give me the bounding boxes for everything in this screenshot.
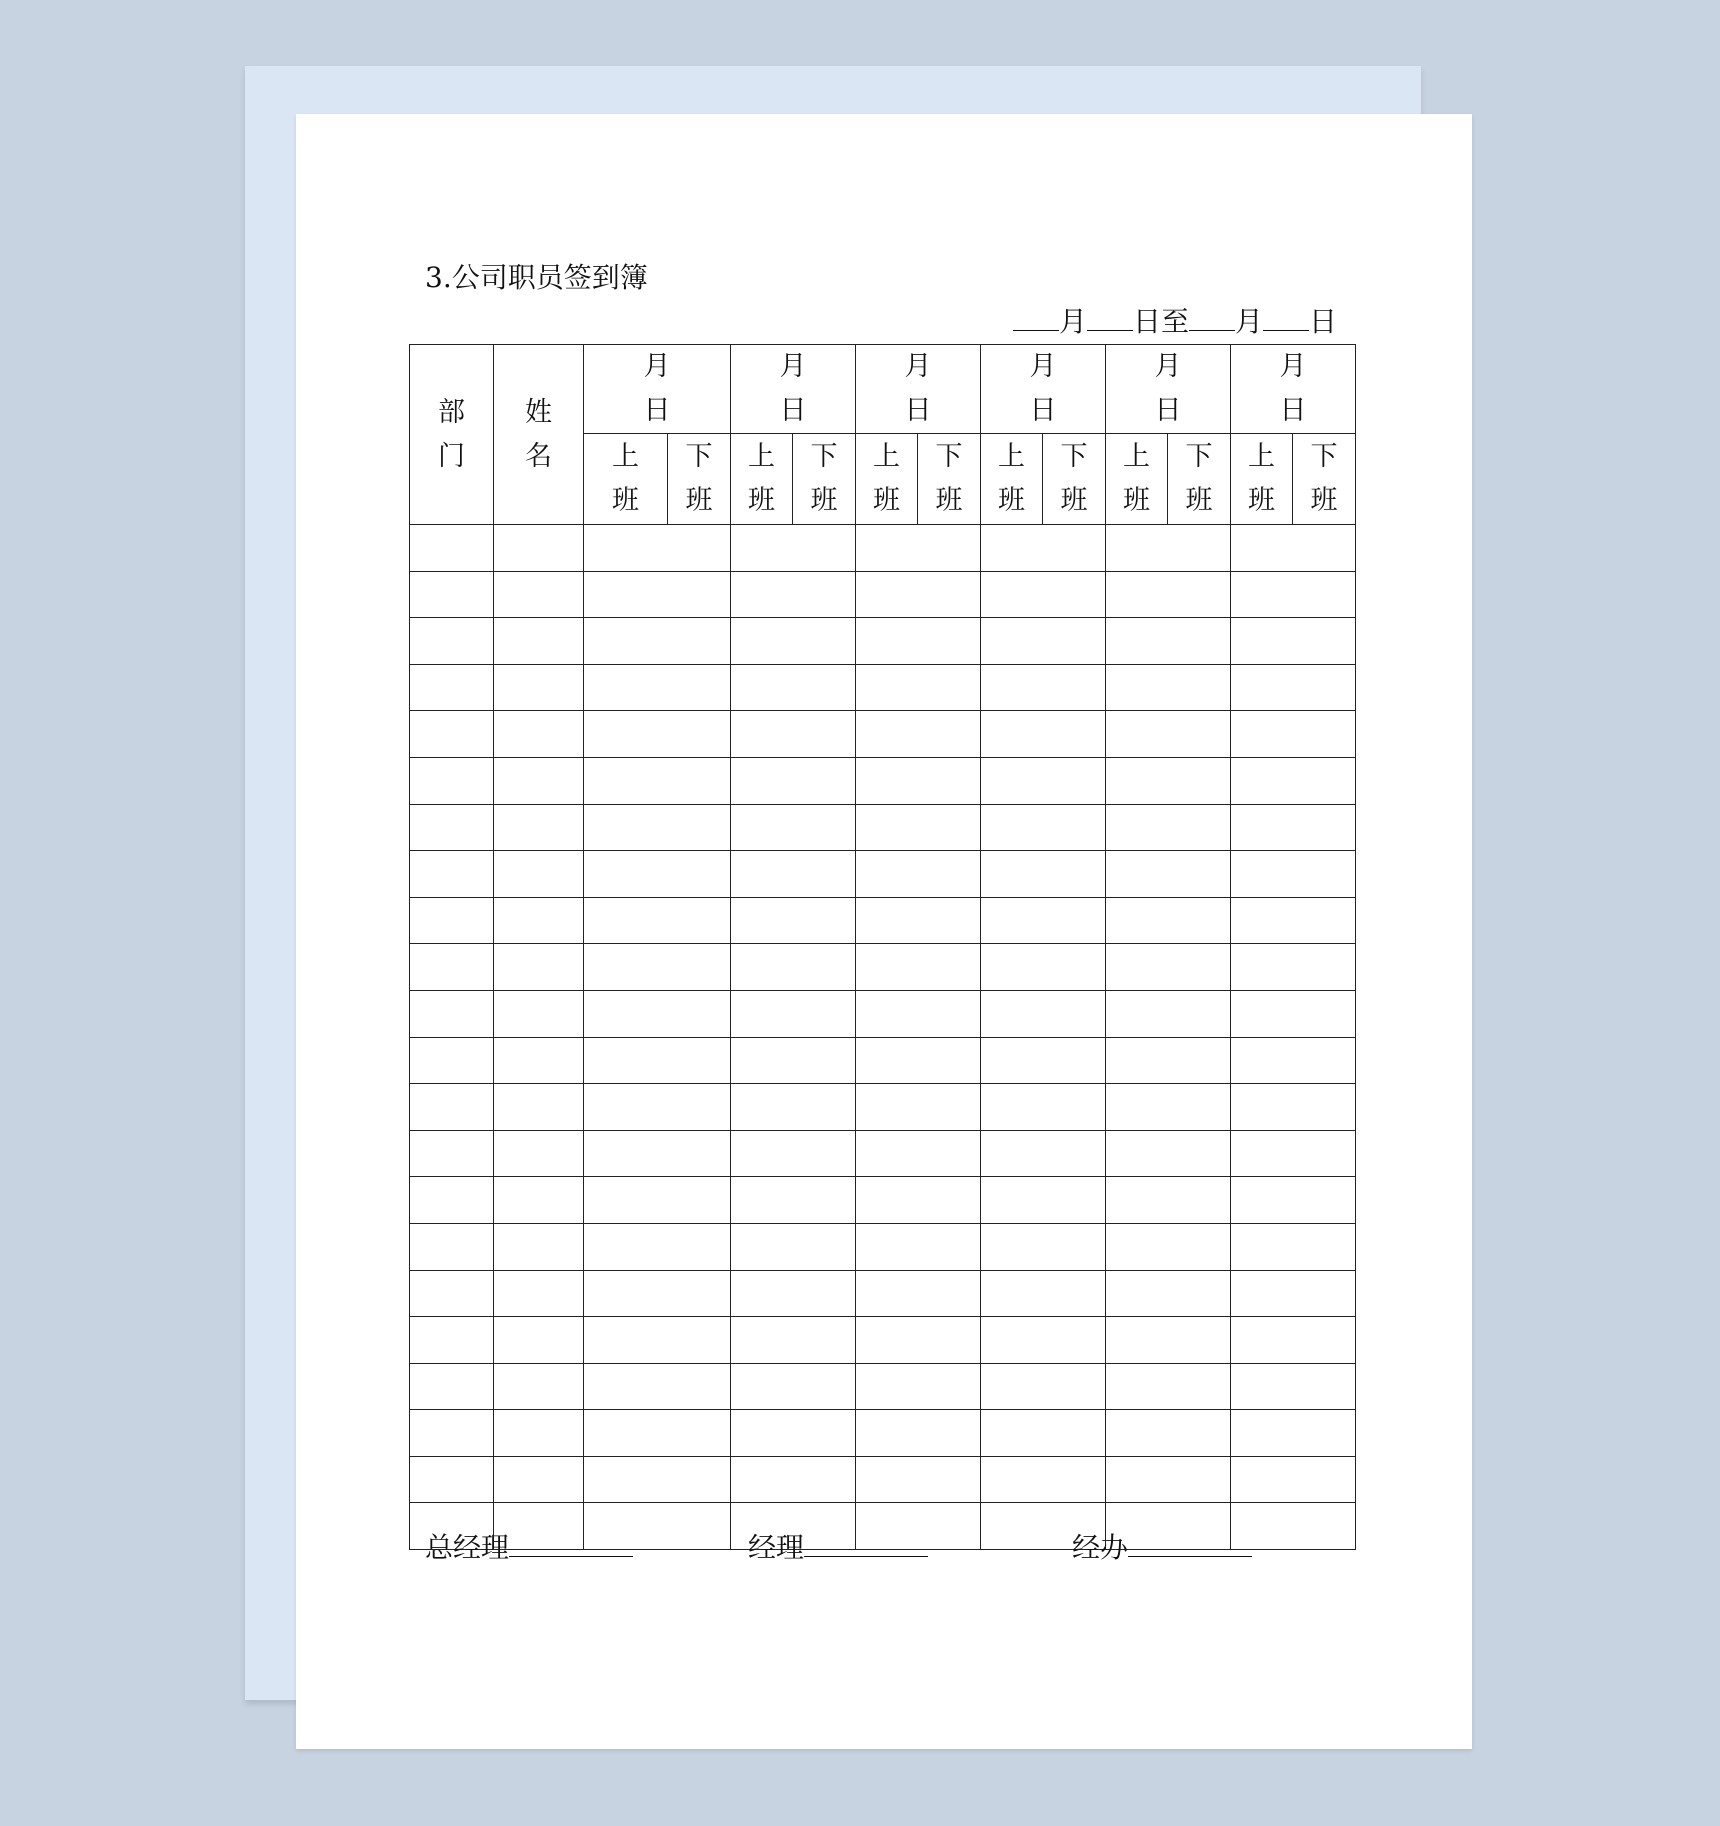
department-cell[interactable] [410,1223,494,1270]
day-sign-cell[interactable] [981,664,1106,711]
day-sign-cell[interactable] [1106,944,1231,991]
table-row [410,757,1356,804]
day-sign-cell[interactable] [1106,1317,1231,1364]
day-sign-cell[interactable] [1106,1223,1231,1270]
day-sign-cell[interactable] [981,1084,1106,1131]
day-sign-cell[interactable] [981,1177,1106,1224]
day-sign-cell[interactable] [731,851,856,898]
header-shift-off: 下 班 [793,434,856,525]
header-shift-on: 上 班 [1231,434,1293,525]
day-sign-cell[interactable] [856,664,981,711]
day-sign-cell[interactable] [856,944,981,991]
day-sign-cell[interactable] [1106,711,1231,758]
department-cell[interactable] [410,618,494,665]
name-cell[interactable] [494,1456,584,1503]
header-date: 月 日 [584,345,731,434]
day-sign-cell[interactable] [856,1410,981,1457]
name-cell[interactable] [494,1130,584,1177]
day-sign-cell[interactable] [584,1130,731,1177]
table-row [410,664,1356,711]
day-sign-cell[interactable] [981,1037,1106,1084]
day-sign-cell[interactable] [731,1130,856,1177]
day-sign-cell[interactable] [731,711,856,758]
day-sign-cell[interactable] [1106,1363,1231,1410]
day-sign-cell[interactable] [981,1363,1106,1410]
day-sign-cell[interactable] [1106,1270,1231,1317]
month-label: 月 [1058,305,1087,338]
table-row [410,804,1356,851]
day-sign-cell[interactable] [731,1456,856,1503]
department-cell[interactable] [410,1363,494,1410]
day-sign-cell[interactable] [731,757,856,804]
day-sign-cell[interactable] [981,944,1106,991]
day-sign-cell[interactable] [731,1037,856,1084]
name-cell[interactable] [494,1410,584,1457]
manager-label: 经理 [748,1531,805,1564]
day-sign-cell[interactable] [856,525,981,572]
day-sign-cell[interactable] [731,1270,856,1317]
day-sign-cell[interactable] [981,1317,1106,1364]
day-sign-cell[interactable] [856,1270,981,1317]
day-sign-cell[interactable] [1231,618,1356,665]
day-sign-cell[interactable] [1231,851,1356,898]
name-cell[interactable] [494,990,584,1037]
day-sign-cell[interactable] [856,897,981,944]
name-cell[interactable] [494,897,584,944]
name-cell[interactable] [494,525,584,572]
name-cell[interactable] [494,1317,584,1364]
department-cell[interactable] [410,1037,494,1084]
day-sign-cell[interactable] [1106,897,1231,944]
department-cell[interactable] [410,804,494,851]
table-row [410,897,1356,944]
name-cell[interactable] [494,571,584,618]
header-shift-on: 上 班 [1106,434,1168,525]
day-sign-cell[interactable] [856,804,981,851]
header-date: 月 日 [731,345,856,434]
day-sign-cell[interactable] [856,571,981,618]
day-sign-cell[interactable] [981,571,1106,618]
day-sign-cell[interactable] [1231,1177,1356,1224]
day-sign-cell[interactable] [856,1317,981,1364]
day-sign-cell[interactable] [584,1270,731,1317]
day-sign-cell[interactable] [731,1084,856,1131]
general-manager-signature [425,1526,633,1566]
day-sign-cell[interactable] [981,1130,1106,1177]
signature-line [509,1528,633,1557]
day-sign-cell[interactable] [856,711,981,758]
name-cell[interactable] [494,1037,584,1084]
table-row [410,525,1356,572]
day-sign-cell[interactable] [584,664,731,711]
department-cell[interactable] [410,571,494,618]
day-sign-cell[interactable] [1231,1317,1356,1364]
day-sign-cell[interactable] [584,1084,731,1131]
day-sign-cell[interactable] [1231,1270,1356,1317]
day-sign-cell[interactable] [584,897,731,944]
day-sign-cell[interactable] [731,525,856,572]
day-sign-cell[interactable] [981,711,1106,758]
header-text: 名 [525,440,552,472]
department-cell[interactable] [410,944,494,991]
table-row [410,1037,1356,1084]
month-label: 月 [1234,305,1263,338]
name-cell[interactable] [494,1270,584,1317]
day-sign-cell[interactable] [981,525,1106,572]
day-sign-cell[interactable] [981,757,1106,804]
header-date: 月 日 [1231,345,1356,434]
day-sign-cell[interactable] [1231,1223,1356,1270]
day-sign-cell[interactable] [1106,804,1231,851]
header-shift-on: 上 班 [731,434,793,525]
day-sign-cell[interactable] [1231,1130,1356,1177]
sign-in-table [409,344,1356,1550]
handler-signature [1072,1526,1252,1566]
day-sign-cell[interactable] [856,990,981,1037]
day-sign-cell[interactable] [1231,1363,1356,1410]
table-row [410,1223,1356,1270]
department-cell[interactable] [410,851,494,898]
day-sign-cell[interactable] [856,1177,981,1224]
table-row [410,1270,1356,1317]
day-sign-cell[interactable] [731,664,856,711]
signature-line [1128,1528,1252,1557]
department-cell[interactable] [410,711,494,758]
day-sign-cell[interactable] [584,1363,731,1410]
table-row [410,944,1356,991]
day-sign-cell[interactable] [731,990,856,1037]
day-sign-cell[interactable] [981,990,1106,1037]
table-row [410,990,1356,1037]
department-cell[interactable] [410,757,494,804]
day-to-label: 日至 [1132,305,1189,338]
day-sign-cell[interactable] [584,1177,731,1224]
day-sign-cell[interactable] [1106,1410,1231,1457]
day-sign-cell[interactable] [584,1223,731,1270]
day-sign-cell[interactable] [981,851,1106,898]
day-sign-cell[interactable] [731,804,856,851]
day-sign-cell[interactable] [981,1456,1106,1503]
day-sign-cell[interactable] [731,1363,856,1410]
blank-line [1087,304,1133,331]
header-shift-off: 下 班 [1168,434,1231,525]
day-sign-cell[interactable] [1231,711,1356,758]
day-sign-cell[interactable] [584,1456,731,1503]
day-sign-cell[interactable] [1231,1084,1356,1131]
day-sign-cell[interactable] [1106,851,1231,898]
name-cell[interactable] [494,851,584,898]
day-sign-cell[interactable] [856,851,981,898]
day-sign-cell[interactable] [1231,990,1356,1037]
header-text: 部 [438,396,465,428]
department-cell[interactable] [410,1270,494,1317]
day-sign-cell[interactable] [731,1410,856,1457]
name-cell[interactable] [494,1363,584,1410]
header-row-dates [410,345,1356,434]
name-cell[interactable] [494,664,584,711]
signature-line [804,1528,928,1557]
day-sign-cell[interactable] [584,804,731,851]
day-sign-cell[interactable] [584,1410,731,1457]
header-name [494,345,584,525]
day-sign-cell[interactable] [731,571,856,618]
day-sign-cell[interactable] [584,1317,731,1364]
day-sign-cell[interactable] [1231,571,1356,618]
header-shift-on: 上 班 [981,434,1043,525]
name-cell[interactable] [494,757,584,804]
department-cell[interactable] [410,525,494,572]
day-sign-cell[interactable] [1106,990,1231,1037]
header-date: 月 日 [1106,345,1231,434]
name-cell[interactable] [494,804,584,851]
header-date: 月 日 [856,345,981,434]
name-cell[interactable] [494,1084,584,1131]
day-sign-cell[interactable] [856,1084,981,1131]
day-sign-cell[interactable] [1231,664,1356,711]
day-sign-cell[interactable] [584,990,731,1037]
header-shift-off: 下 班 [1293,434,1356,525]
department-cell[interactable] [410,897,494,944]
day-sign-cell[interactable] [1231,1410,1356,1457]
day-sign-cell[interactable] [731,1177,856,1224]
table-row [410,618,1356,665]
day-sign-cell[interactable] [1231,757,1356,804]
day-sign-cell[interactable] [584,757,731,804]
day-sign-cell[interactable] [1231,804,1356,851]
name-cell[interactable] [494,618,584,665]
header-shift-on: 上 班 [856,434,918,525]
header-department [410,345,494,525]
day-sign-cell[interactable] [856,1037,981,1084]
name-cell[interactable] [494,1177,584,1224]
day-sign-cell[interactable] [981,618,1106,665]
day-sign-cell[interactable] [584,571,731,618]
table-row [410,1317,1356,1364]
header-shift-off: 下 班 [1043,434,1106,525]
department-cell[interactable] [410,664,494,711]
day-sign-cell[interactable] [856,1130,981,1177]
header-text: 门 [438,440,465,472]
header-text: 姓 [525,396,552,428]
header-date: 月 日 [981,345,1106,434]
day-sign-cell[interactable] [981,1410,1106,1457]
table-row [410,1130,1356,1177]
day-sign-cell[interactable] [1231,944,1356,991]
department-cell[interactable] [410,990,494,1037]
department-cell[interactable] [410,1130,494,1177]
table-row [410,1363,1356,1410]
day-sign-cell[interactable] [981,1223,1106,1270]
day-label: 日 [1308,305,1337,338]
day-sign-cell[interactable] [1106,525,1231,572]
day-sign-cell[interactable] [1106,1084,1231,1131]
day-sign-cell[interactable] [1231,525,1356,572]
table-row [410,1410,1356,1457]
header-shift-off: 下 班 [668,434,731,525]
day-sign-cell[interactable] [731,944,856,991]
blank-line [1189,304,1235,331]
day-sign-cell[interactable] [1106,1130,1231,1177]
day-sign-cell[interactable] [981,1270,1106,1317]
day-sign-cell[interactable] [981,897,1106,944]
table-row [410,1456,1356,1503]
day-sign-cell[interactable] [1106,757,1231,804]
day-sign-cell[interactable] [1106,1037,1231,1084]
table-row [410,571,1356,618]
day-sign-cell[interactable] [856,618,981,665]
department-cell[interactable] [410,1410,494,1457]
department-cell[interactable] [410,1317,494,1364]
day-sign-cell[interactable] [1106,1177,1231,1224]
table-row [410,851,1356,898]
day-sign-cell[interactable] [856,1223,981,1270]
day-sign-cell[interactable] [584,618,731,665]
day-sign-cell[interactable] [1106,1456,1231,1503]
handler-label: 经办 [1072,1531,1129,1564]
day-sign-cell[interactable] [584,851,731,898]
day-sign-cell[interactable] [584,711,731,758]
blank-line [1013,304,1059,331]
day-sign-cell[interactable] [1106,618,1231,665]
name-cell[interactable] [494,1223,584,1270]
department-cell[interactable] [410,1456,494,1503]
day-sign-cell[interactable] [731,1223,856,1270]
table-row [410,1177,1356,1224]
department-cell[interactable] [410,1084,494,1131]
day-sign-cell[interactable] [584,1037,731,1084]
table-row [410,711,1356,758]
day-sign-cell[interactable] [981,804,1106,851]
department-cell[interactable] [410,1177,494,1224]
document-title: 3.公司职员签到簿 [425,261,648,294]
day-sign-cell[interactable] [856,1363,981,1410]
day-sign-cell[interactable] [584,525,731,572]
day-sign-cell[interactable] [1231,1037,1356,1084]
day-sign-cell[interactable] [731,618,856,665]
blank-line [1263,304,1309,331]
general-manager-label: 总经理 [425,1531,510,1564]
day-sign-cell[interactable] [856,757,981,804]
day-sign-cell[interactable] [731,1317,856,1364]
day-sign-cell[interactable] [731,897,856,944]
name-cell[interactable] [494,944,584,991]
day-sign-cell[interactable] [1106,571,1231,618]
header-shift-off: 下 班 [918,434,981,525]
date-range [1013,300,1337,340]
day-sign-cell[interactable] [1231,897,1356,944]
table-row [410,1084,1356,1131]
name-cell[interactable] [494,711,584,758]
day-sign-cell[interactable] [1231,1456,1356,1503]
day-sign-cell[interactable] [584,944,731,991]
day-sign-cell[interactable] [856,1456,981,1503]
day-sign-cell[interactable] [1106,664,1231,711]
manager-signature [748,1526,928,1566]
header-shift-on: 上 班 [584,434,668,525]
